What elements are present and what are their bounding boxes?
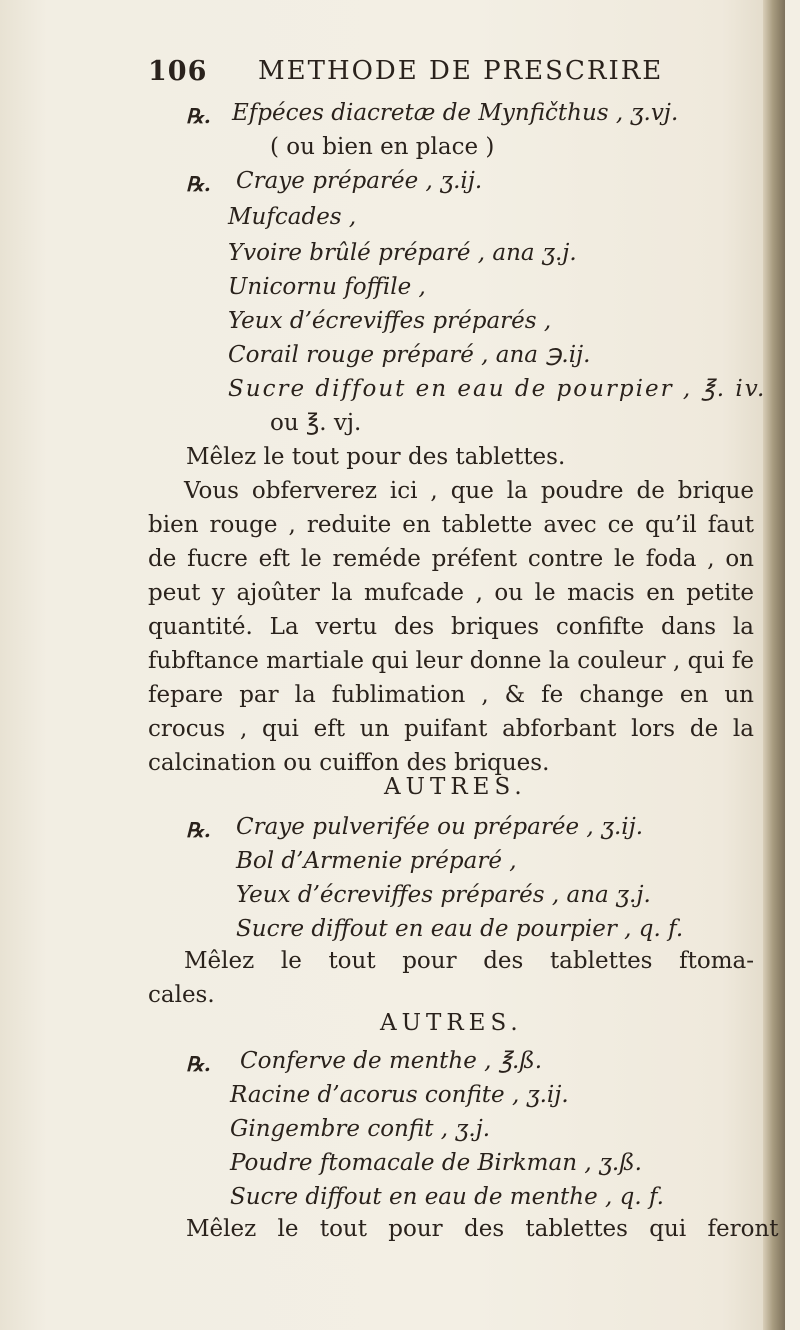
ingredient-line: Corail rouge préparé , ana ℈.ij. <box>228 342 591 368</box>
ingredient-line: Efpéces diacretæ de Mynfičthus , ʒ.vj. <box>232 100 679 126</box>
commentary-paragraph: Vous obferverez ici , que la poudre de brique bien rouge , reduite en tablette avec ce qu’il faut de fucre eft le reméde préfent contre le foda , on peut y ajoûter la mufcade , ou le macis en petite quantité. La vertu des briques confifte dans la fubftance martiale qui leur donne la couleur , qui fe fepare par la fublimation , & fe change en un crocus , qui eft un puifant abforbant lors de la calcination ou cuiffon des briques. <box>148 478 754 776</box>
ingredient-line: Racine d’acorus confite , ʒ.ij. <box>230 1082 569 1108</box>
section-heading: AUTRES. <box>380 1010 523 1036</box>
instruction-line: Mêlez le tout pour des tablettes qui feront <box>186 1216 779 1242</box>
recipe-symbol: ℞. <box>186 104 211 128</box>
running-title: METHODE DE PRESCRIRE <box>258 56 664 86</box>
recipe-symbol: ℞. <box>186 172 211 196</box>
section-heading: AUTRES. <box>384 774 527 800</box>
ingredient-line: Yeux d’écreviffes préparés , <box>228 308 552 334</box>
ingredient-line: Sucre diffout en eau de pourpier , q. f. <box>236 916 684 942</box>
ingredient-line: Gingembre confit , ʒ.j. <box>230 1116 491 1142</box>
ingredient-line: Craye pulverifée ou préparée , ʒ.ij. <box>236 814 644 840</box>
ingredient-note: ( ou bien en place ) <box>270 134 495 160</box>
ingredient-line: Bol d’Armenie préparé , <box>236 848 517 874</box>
ingredient-line: Sucre diffout en eau de pourpier , ℥. iv. <box>228 376 767 402</box>
ingredient-line: ou ℥. vj. <box>270 410 362 436</box>
ingredient-line: Sucre diffout en eau de menthe , q. f. <box>230 1184 664 1210</box>
instruction-line: Mêlez le tout pour des tablettes. <box>186 444 566 470</box>
ingredient-line: Unicornu foffile , <box>228 274 426 300</box>
instruction-paragraph: Mêlez le tout pour des tablettes ftoma-cales. <box>148 948 754 1008</box>
page-number: 106 <box>148 56 208 87</box>
page-edge-shadow <box>763 0 785 1330</box>
recipe-symbol: ℞. <box>186 818 211 842</box>
recipe-symbol: ℞. <box>186 1052 211 1076</box>
running-header <box>148 56 708 96</box>
ingredient-line: Conferve de menthe , ℥.ß. <box>240 1048 543 1074</box>
ingredient-line: Mufcades , <box>228 204 357 230</box>
ingredient-line: Yvoire brûlé préparé , ana ʒ.j. <box>228 240 577 266</box>
ingredient-line: Poudre ftomacale de Birkman , ʒ.ß. <box>230 1150 642 1176</box>
ingredient-line: Yeux d’écreviffes préparés , ana ʒ.j. <box>236 882 651 908</box>
ingredient-line: Craye préparée , ʒ.ij. <box>236 168 483 194</box>
